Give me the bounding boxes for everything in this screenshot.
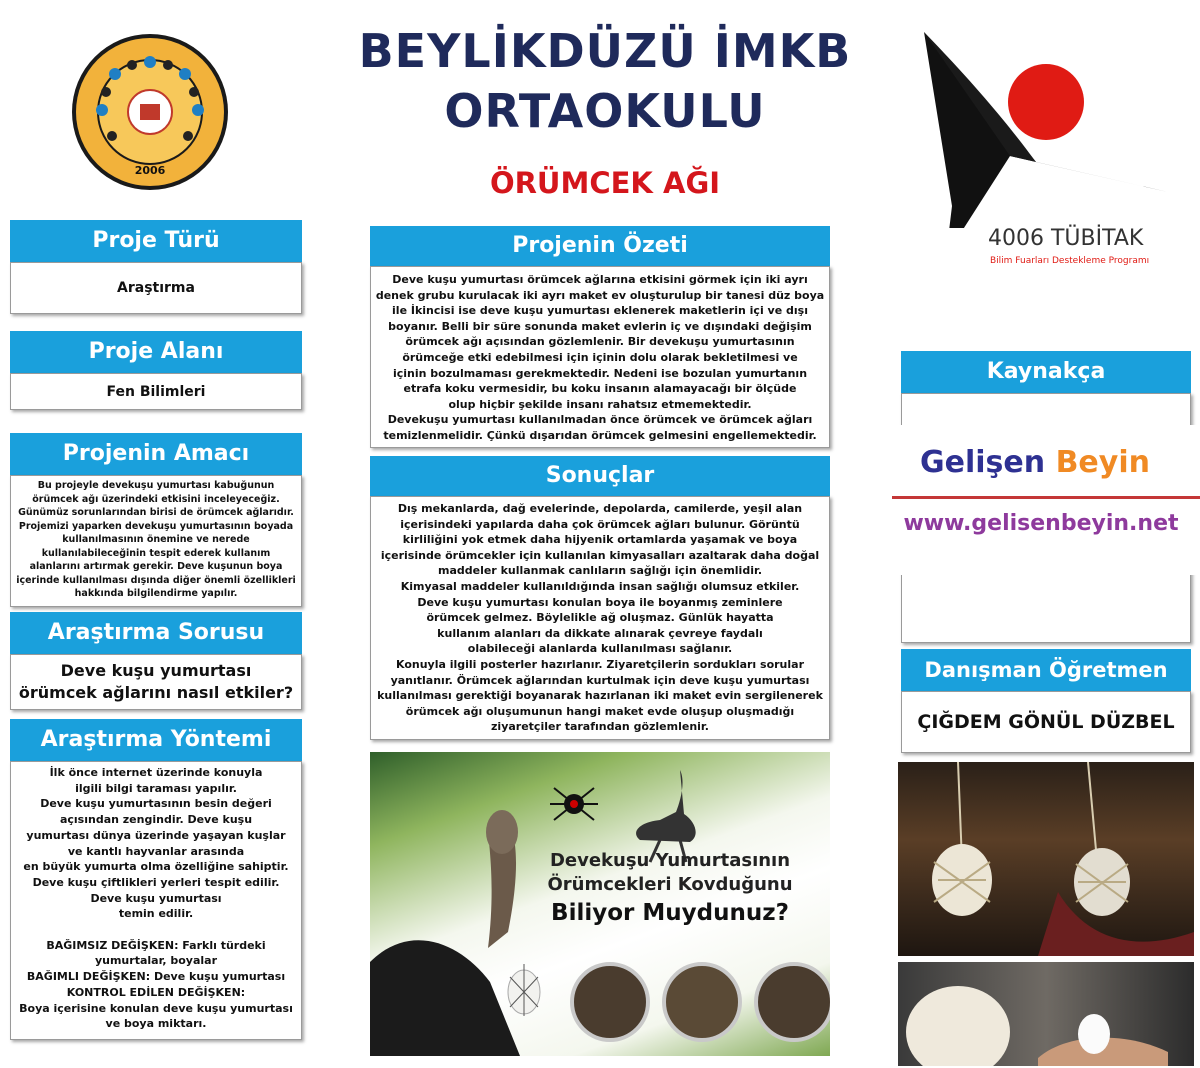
yontem-line: BAĞIMLI DEĞİŞKEN: Deve kuşu yumurtası: [26, 970, 286, 984]
yontem-line: yumurtası dünya üzerinde yaşayan kuşlar: [26, 828, 286, 842]
watermark-url[interactable]: www.gelisenbeyin.net: [903, 511, 1179, 536]
school-logo: [70, 32, 230, 192]
yontem-line: ilgili bilgi taraması yapılır.: [75, 781, 237, 795]
watermark-title: [890, 445, 1180, 480]
sonuclar-line: olabileceği alanlarda kullanılması sağlanır.: [467, 642, 733, 656]
amac-header: Projenin Amacı: [10, 433, 302, 475]
sonuclar-line: Konuyla ilgili posterler hazırlanır. Ziyaretçilerin sordukları sorular: [395, 657, 805, 671]
amac-line: Projemizi yaparken devekuşu yumurtasının boyada: [18, 520, 294, 532]
yontem-line: [11, 922, 301, 938]
watermark-word2: Beyin: [1055, 445, 1150, 480]
ozet-line: örümcek ağı açısından gözlemlenir. Bir devekuşu yumurtasının: [405, 335, 795, 349]
amac-line: örümcek ağı üzerindeki etkisini inceleyeceğiz.: [32, 493, 280, 505]
school-logo-year: 2006: [134, 164, 166, 177]
yontem-line: açısından zengindir. Deve kuşu: [59, 813, 253, 827]
yontem-line: yumurtalar, boyalar: [94, 954, 218, 968]
banner-line1: Devekuşu Yumurtasının: [549, 850, 791, 871]
tubitak-label: 4006 TÜBİTAK: [988, 226, 1144, 251]
sonuclar-line: örümcek ağı oluşumunun hangi maket evde oluşup oluşmadığı: [405, 704, 795, 718]
yontem-panel: [10, 761, 302, 1040]
ozet-panel: [370, 266, 830, 448]
ostrich-egg-comparison-icon: [898, 962, 1194, 1066]
ozet-line: örümceğe etki edebilmesi için içinin dolu olarak bekletilmesi ve: [402, 350, 798, 364]
danisman-header: Danışman Öğretmen: [901, 649, 1191, 691]
yontem-line: ve boya miktarı.: [105, 1017, 207, 1031]
soru-line: Deve kuşu yumurtası: [60, 661, 252, 680]
tubitak-emblem-icon: [918, 28, 1178, 228]
yontem-line: KONTROL EDİLEN DEĞİŞKEN:: [66, 985, 246, 999]
banner-line3: Biliyor Muydunuz?: [551, 900, 789, 926]
ozet-line: içinin bozulmaması gerekmektedir. Nedeni ise bozulan yumurtanın: [392, 366, 808, 380]
sonuclar-header: Sonuçlar: [370, 456, 830, 496]
proje-turu-header: Proje Türü: [10, 220, 302, 262]
page-title-line1: BEYLİKDÜZÜ İMKB: [358, 24, 852, 78]
ozet-line: etrafa koku vermesidir, bu koku insanın alamayacağı bir ölçüde: [403, 382, 797, 396]
proje-alani-header: Proje Alanı: [10, 331, 302, 373]
ozet-line: ile İkincisi ise deve kuşu yumurtası eklenerek maketlerin içi ve dışı: [392, 304, 808, 318]
watermark-divider: [892, 496, 1200, 499]
sonuclar-line: kullanım alanları da dikkate alınarak çevreye faydalı: [437, 626, 763, 640]
proje-turu-value: Araştırma: [117, 280, 195, 296]
proje-alani-value: Fen Bilimleri: [106, 384, 206, 400]
yontem-line: Deve kuşu yumurtası: [90, 891, 222, 905]
page-title-line2: ORTAOKULU: [444, 84, 766, 138]
sonuclar-line: Kimyasal maddeler kullanıldığında insan sağlığı olumsuz etkiler.: [400, 579, 800, 593]
kaynakca-header: Kaynakça: [901, 351, 1191, 393]
sonuclar-line: ziyaretçiler tarafından gözlemlenir.: [491, 720, 709, 734]
banner-image: [370, 752, 830, 1056]
amac-line: kullanılabileceğinin tespit ederek kullanım: [41, 547, 271, 559]
yontem-line: Deve kuşu çiftlikleri yerleri tespit edilir.: [32, 875, 280, 889]
sonuclar-line: örümcek gelmez. Böylelikle ağ oluşmaz. Günlük hayatta: [426, 611, 774, 625]
yontem-line: BAĞIMSIZ DEĞİŞKEN: Farklı türdeki: [46, 938, 266, 952]
banner-line2: Örümcekleri Kovduğunu: [547, 874, 793, 895]
soru-panel: [10, 654, 302, 710]
amac-panel: [10, 475, 302, 607]
ozet-line: olup hiçbir şekilde insanı rahatsız etmemektedir.: [448, 397, 752, 411]
amac-line: Günümüz sorunlarından birisi de örümcek ağlarıdır.: [18, 507, 294, 518]
soru-line: örümcek ağlarını nasıl etkiler?: [18, 683, 294, 702]
ozet-line: boyanır. Belli bir süre sonunda maket evlerin iç ve dışındaki değişim: [388, 319, 812, 333]
page-subtitle: ÖRÜMCEK AĞI: [489, 166, 721, 200]
sonuclar-line: kirliliğini yok etmek daha hijyenik ortamlarda yaşamak ve boya: [402, 533, 798, 547]
yontem-line: ve kantlı hayvanlar arasında: [67, 844, 245, 858]
watermark: [890, 425, 1200, 575]
ozet-line: temizlenmelidir. Çünkü dışarıdan örümcek gelmesini engellemektedir.: [383, 428, 817, 442]
sonuclar-line: yanıtlanır. Örümcek ağlarından kurtulmak için deve kuşu yumurtası: [390, 673, 810, 687]
sonuclar-line: içerisinde örümcekler için kullanılan kimyasalları azaltarak daha doğal: [380, 548, 820, 562]
amac-line: alanlarını artırmak gerekir. Deve kuşunun boya: [29, 561, 283, 572]
tubitak-program: Bilim Fuarları Destekleme Programı: [990, 256, 1150, 266]
proje-alani-panel: [10, 373, 302, 410]
yontem-line: en büyük yumurta olma özelliğine sahiptir.: [23, 860, 289, 874]
amac-line: içerinde kullanılması dışında diğer önemli özellikleri: [16, 574, 296, 586]
soru-header: Araştırma Sorusu: [10, 612, 302, 654]
ozet-header: Projenin Özeti: [370, 226, 830, 266]
yontem-line: İlk önce internet üzerinde konuyla: [49, 766, 263, 779]
tubitak-logo: [918, 28, 1178, 273]
sonuclar-line: Deve kuşu yumurtası konulan boya ile boyanmış zeminlere: [417, 595, 783, 609]
ozet-line: denek grubu kurulacak iki ayrı maket ev oluşturulup bir tanesi düz boya: [375, 288, 825, 302]
danisman-panel: [901, 691, 1191, 753]
ozet-line: Deve kuşu yumurtası örümcek ağlarına etkisini görmek için iki ayrı: [392, 273, 808, 286]
sonuclar-line: kullanılması gerektiği boyanarak hazırlanan iki maket evin sergilenerek: [377, 689, 823, 703]
hanging-egg-nets-icon: [898, 762, 1194, 956]
sonuclar-panel: [370, 496, 830, 740]
amac-line: Bu projeyle devekuşu yumurtası kabuğunun: [37, 480, 275, 491]
sonuclar-line: Dış mekanlarda, dağ evelerinde, depolarda, camilerde, yeşil alan: [397, 502, 803, 515]
sonuclar-line: maddeler kullanmak canlıların sağlığı için önemlidir.: [437, 564, 763, 578]
yontem-header: Araştırma Yöntemi: [10, 719, 302, 761]
amac-line: kullanılmasının önemine ve nerede: [62, 534, 250, 545]
danisman-name: ÇIĞDEM GÖNÜL DÜZBEL: [917, 711, 1175, 733]
amac-line: hakkında bilgilendirme yapılır.: [74, 588, 238, 599]
sonuclar-line: içerisindeki yapılarda daha çok örümcek ağları bulunur. Görüntü: [400, 517, 800, 531]
photo-ostrich-egg-hand: [898, 962, 1194, 1066]
yontem-line: Deve kuşu yumurtasının besin değeri: [40, 797, 272, 811]
watermark-word1: Gelişen: [920, 445, 1046, 480]
photo-hanging-eggs: [898, 762, 1194, 956]
yontem-line: temin edilir.: [118, 907, 194, 921]
ozet-line: Devekuşu yumurtası kullanılmadan önce örümcek ve örümcek ağları: [387, 413, 813, 427]
yontem-line: Boya içerisine konulan deve kuşu yumurtası: [19, 1001, 293, 1015]
proje-turu-panel: [10, 262, 302, 314]
